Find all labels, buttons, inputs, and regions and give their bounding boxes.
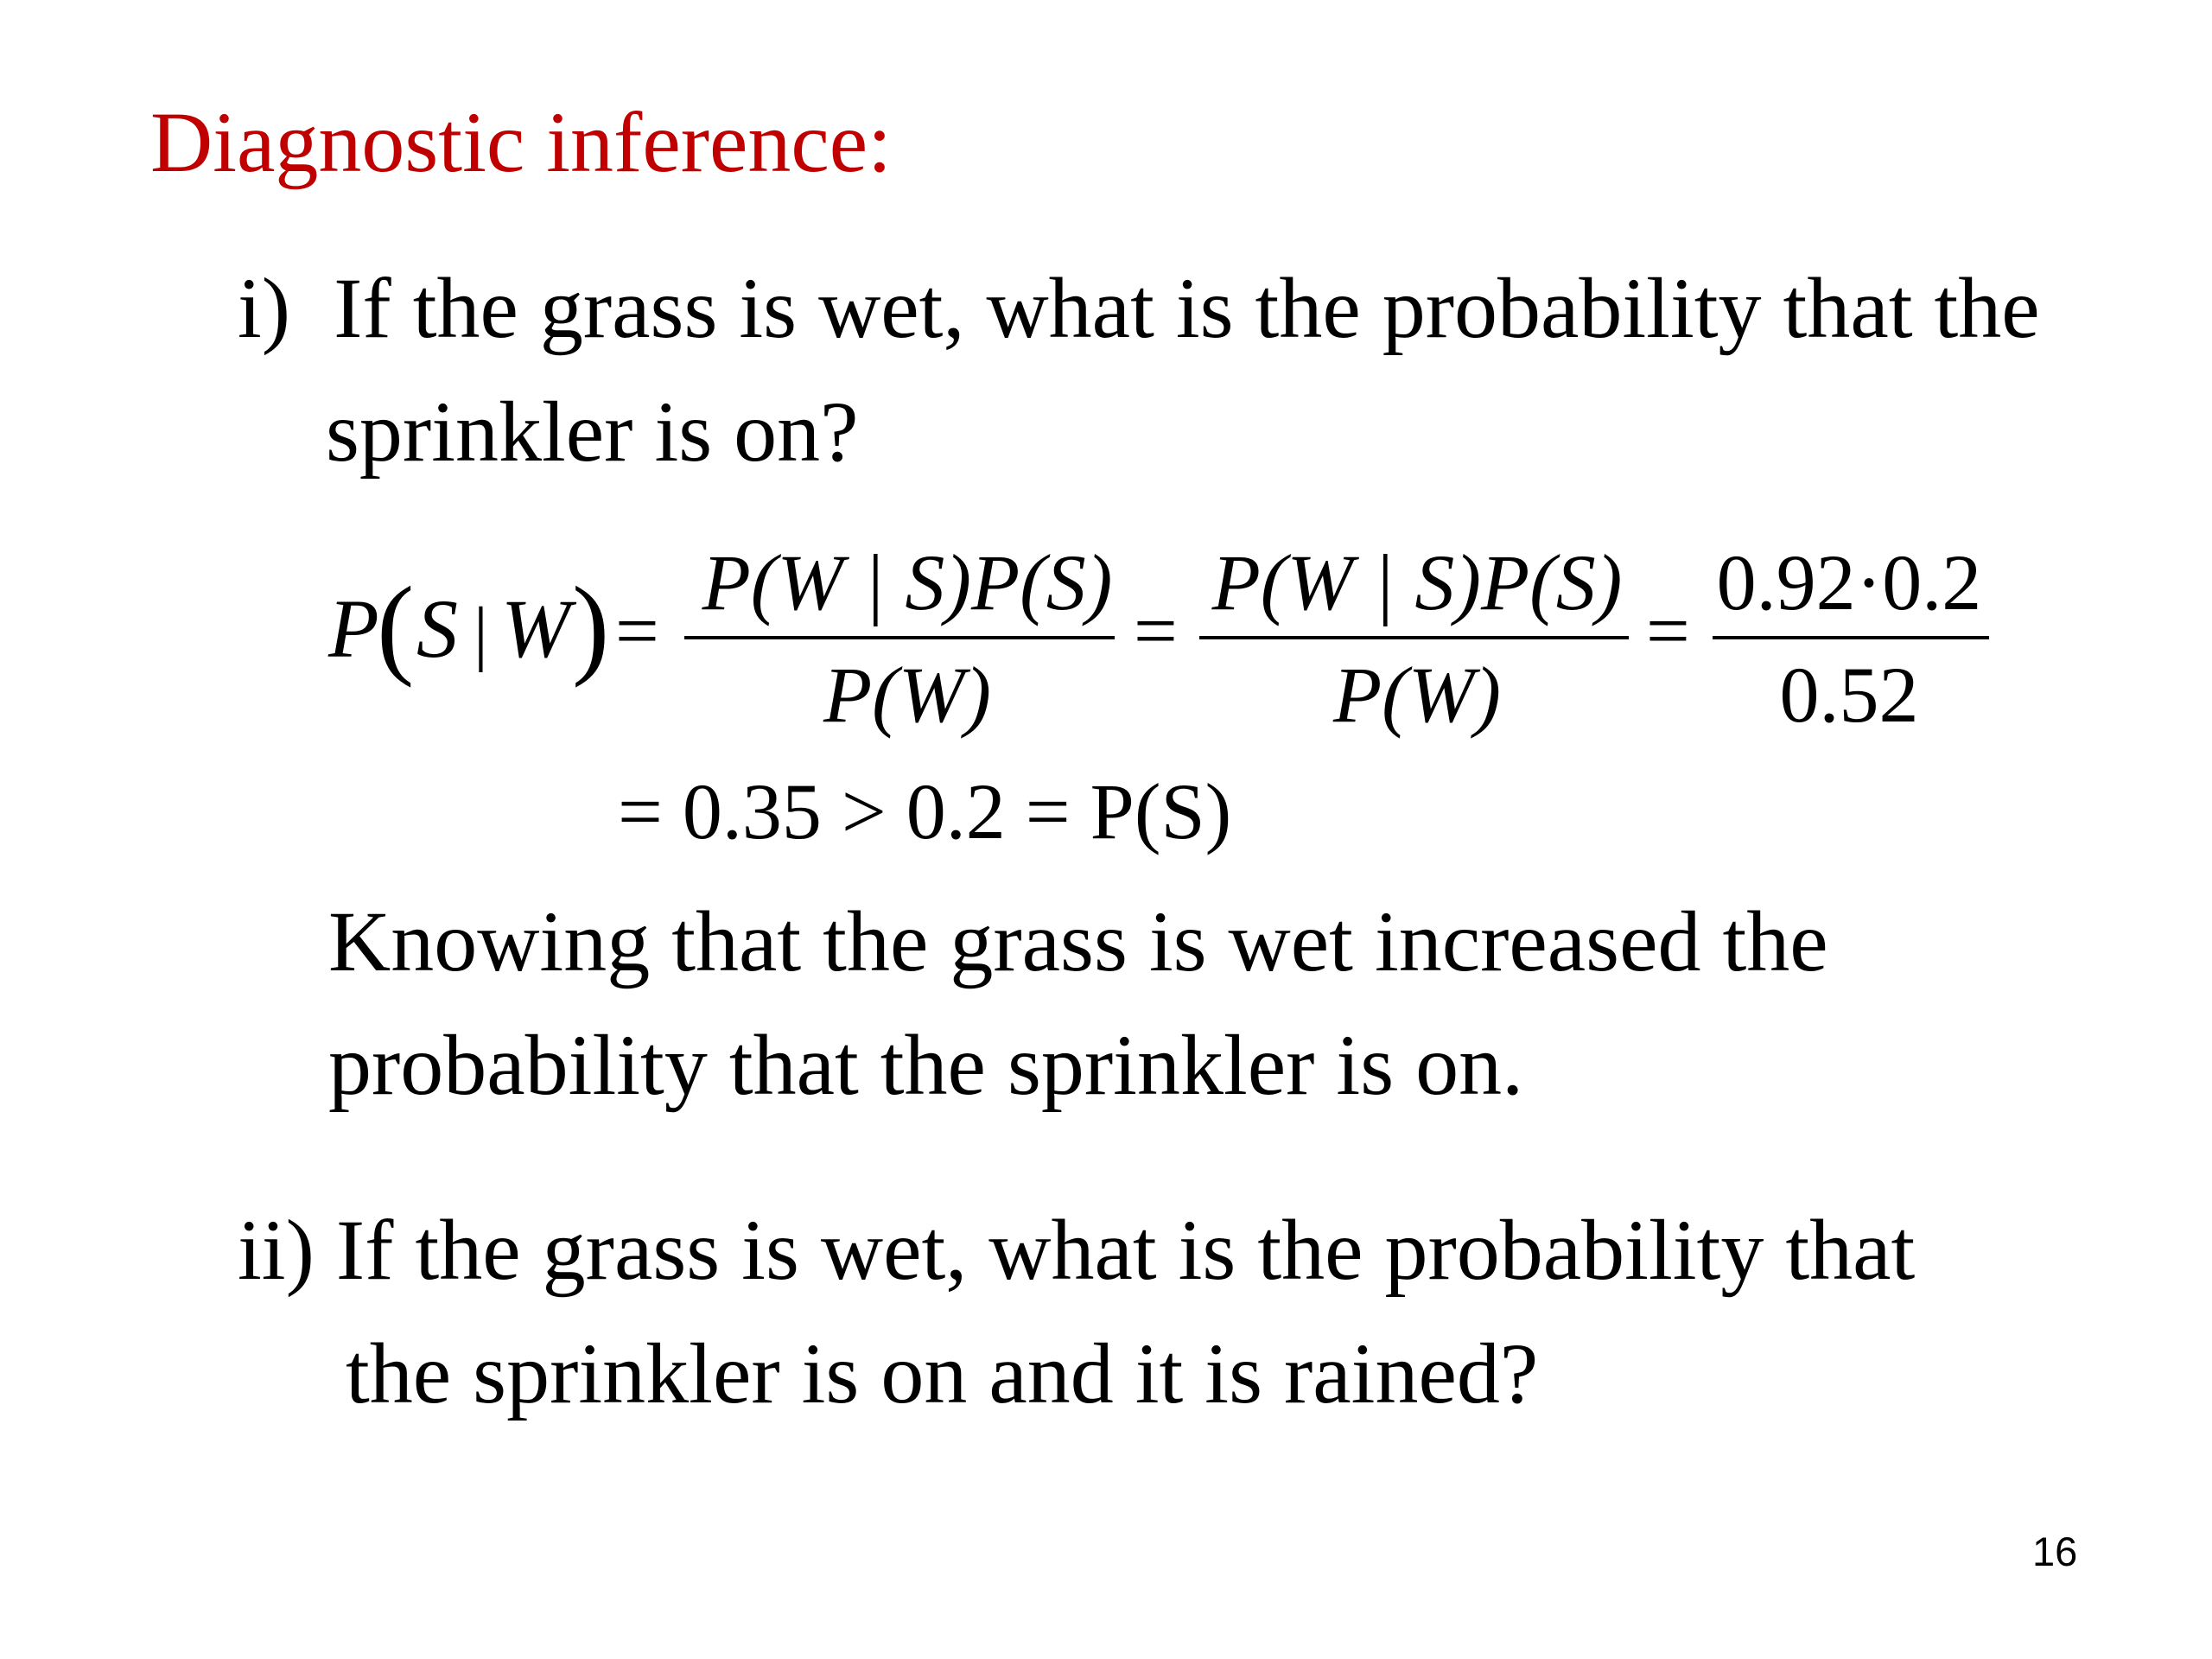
question-1-marker: i): [238, 260, 291, 356]
question-2-marker: ii): [238, 1202, 315, 1298]
svg-text:=: =: [615, 588, 659, 674]
equation-fraction-2: [1199, 538, 1629, 739]
equation-result: = 0.35 > 0.2 = P(S): [618, 767, 1232, 855]
question-2-line-1: [238, 1202, 1916, 1298]
svg-text:P: P: [328, 582, 379, 675]
equals-sign-3: =: [1646, 588, 1690, 674]
conclusion-line-2: probability that the sprinkler is on.: [328, 1017, 1524, 1113]
question-2-line-2: the sprinkler is on and it is rained?: [346, 1325, 1539, 1421]
fraction-1-denominator: P(W): [823, 651, 992, 739]
fraction-2-numerator: P(W | S)P(S): [1211, 538, 1623, 626]
svg-text:): ): [572, 564, 610, 689]
question-1-line-2: sprinkler is on?: [326, 384, 859, 480]
svg-text:W: W: [501, 582, 570, 675]
equation-lhs: [327, 564, 659, 689]
slide-title: Diagnostic inference:: [150, 94, 892, 190]
conclusion-line-1: Knowing that the grass is wet increased the: [328, 893, 1828, 989]
fraction-2-denominator: P(W): [1332, 651, 1502, 739]
fraction-3-denominator: 0.52: [1779, 651, 1919, 739]
fraction-3-numerator: 0.92·0.2: [1716, 538, 1982, 626]
page-number: 16: [2032, 1529, 2078, 1574]
equation-fraction-3: [1713, 538, 1989, 739]
equals-sign-2: =: [1134, 588, 1178, 674]
question-2-text: If the grass is wet, what is the probability that: [335, 1202, 1916, 1298]
svg-text:(: (: [377, 564, 415, 689]
fraction-1-numerator: P(W | S)P(S): [702, 538, 1113, 626]
question-1-text: If the grass is wet, what is the probability that the: [334, 260, 2040, 356]
svg-text:S: S: [416, 582, 458, 675]
svg-text:|: |: [474, 593, 488, 673]
equation-fraction-1: [684, 538, 1115, 739]
